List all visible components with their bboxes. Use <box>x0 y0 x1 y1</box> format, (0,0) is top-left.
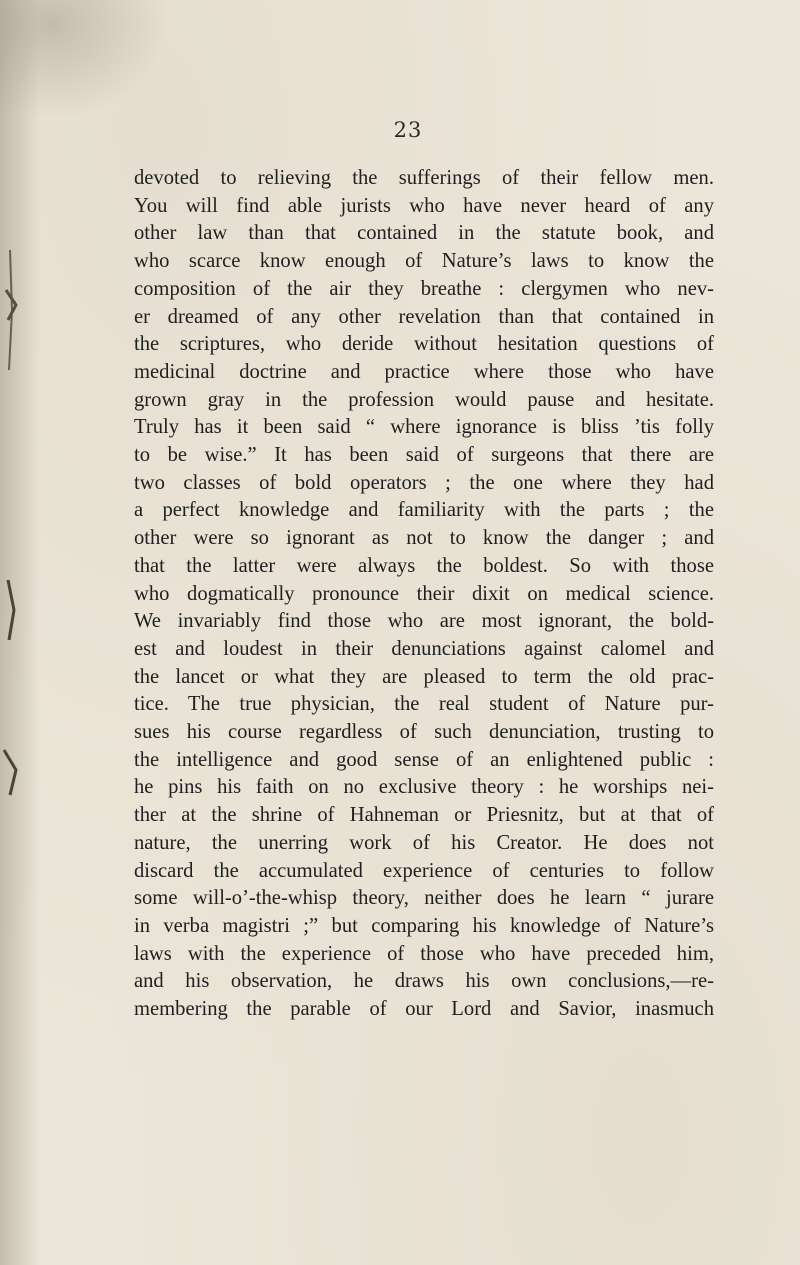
text-line: other law than that contained in the statute book, and <box>134 222 714 245</box>
text-line: nature, the unerring work of his Creator. He does not <box>134 831 714 854</box>
text-line: who scarce know enough of Nature’s laws to know the <box>134 250 714 273</box>
text-line: ther at the shrine of Hahneman or Priesnitz, but at that of <box>134 804 714 827</box>
text-line: membering the parable of our Lord and Savior, inasmuch <box>134 998 714 1021</box>
text-line: who dogmatically pronounce their dixit on medical science. <box>134 582 714 605</box>
text-line: other were so ignorant as not to know the danger ; and <box>134 527 714 550</box>
text-line: We invariably find those who are most ignorant, the bold- <box>134 610 714 633</box>
page-number: 23 <box>393 118 423 142</box>
text-line: he pins his faith on no exclusive theory : he worships nei- <box>134 776 714 799</box>
margin-marks-icon <box>0 250 24 950</box>
body-text <box>134 165 714 1024</box>
text-line: some will-o’-the-whisp theory, neither does he learn “ jurare <box>134 887 714 910</box>
text-line: grown gray in the profession would pause and hesitate. <box>134 388 714 411</box>
text-line: to be wise.” It has been said of surgeons that there are <box>134 444 714 467</box>
text-line: two classes of bold operators ; the one where they had <box>134 471 714 494</box>
text-line: that the latter were always the boldest. So with those <box>134 554 714 577</box>
text-line: tice. The true physician, the real student of Nature pur- <box>134 693 714 716</box>
text-line: er dreamed of any other revelation than that contained in <box>134 305 714 328</box>
text-line: laws with the experience of those who have preceded him, <box>134 942 714 965</box>
text-line: in verba magistri ;” but comparing his knowledge of Nature’s <box>134 914 714 937</box>
text-line: sues his course regardless of such denunciation, trusting to <box>134 721 714 744</box>
text-line: a perfect knowledge and familiarity with the parts ; the <box>134 499 714 522</box>
text-line: composition of the air they breathe : clergymen who nev- <box>134 277 714 300</box>
text-line: Truly has it been said “ where ignorance is bliss ’tis folly <box>134 416 714 439</box>
text-line: est and loudest in their denunciations against calomel and <box>134 637 714 660</box>
text-line: discard the accumulated experience of centuries to follow <box>134 859 714 882</box>
text-line: You will find able jurists who have never heard of any <box>134 194 714 217</box>
text-line: and his observation, he draws his own conclusions,—re- <box>134 970 714 993</box>
text-line: the scriptures, who deride without hesitation questions of <box>134 333 714 356</box>
text-line: the intelligence and good sense of an enlightened public : <box>134 748 714 771</box>
text-line: the lancet or what they are pleased to term the old prac- <box>134 665 714 688</box>
text-line: medicinal doctrine and practice where those who have <box>134 360 714 383</box>
text-line: devoted to relieving the sufferings of their fellow men. <box>134 167 714 189</box>
corner-stain <box>0 0 170 120</box>
